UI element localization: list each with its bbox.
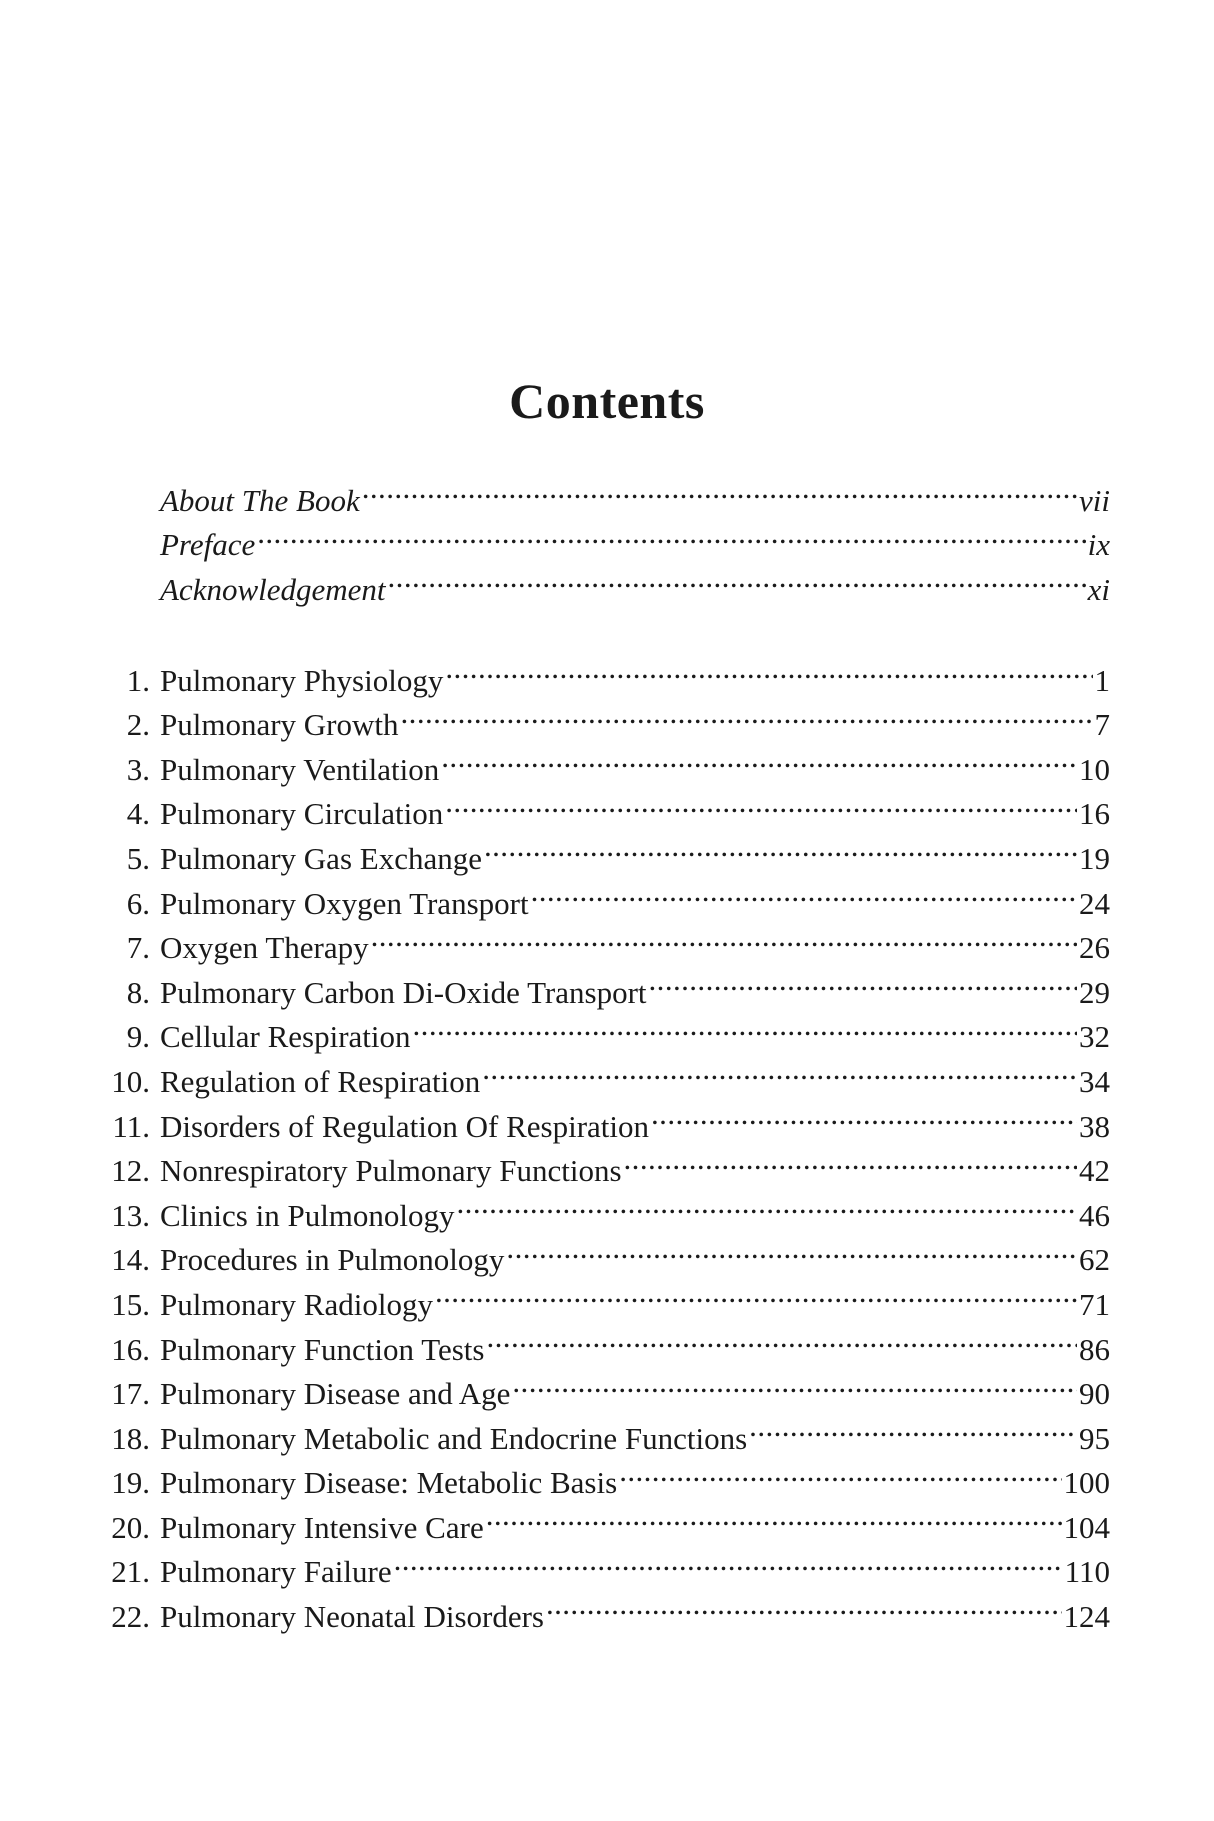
entry-number: 20. — [111, 1509, 150, 1545]
entry-page-number: 19 — [1079, 840, 1110, 876]
entry-number: 6. — [126, 885, 150, 921]
entry-title: Pulmonary Carbon Di-Oxide Transport — [160, 974, 647, 1010]
entry-number: 9. — [126, 1019, 150, 1055]
dot-leader — [441, 735, 1077, 780]
dot-leader — [649, 958, 1077, 1003]
dot-leader — [435, 1270, 1077, 1315]
dot-leader — [482, 1047, 1077, 1092]
entry-page-number: 34 — [1079, 1063, 1110, 1099]
dot-leader — [388, 555, 1086, 600]
entry-number: 5. — [126, 840, 150, 876]
dot-leader — [394, 1538, 1063, 1583]
entry-page-number: vii — [1079, 482, 1110, 518]
entry-page-number: 46 — [1079, 1197, 1110, 1233]
entry-title: Pulmonary Failure — [160, 1554, 392, 1590]
entry-page-number: 38 — [1079, 1108, 1110, 1144]
entry-title: Pulmonary Growth — [160, 707, 399, 743]
entry-page-number: 42 — [1079, 1153, 1110, 1189]
entry-title: Pulmonary Physiology — [160, 662, 444, 698]
toc-chapter-entry — [90, 646, 1110, 698]
entry-title: Pulmonary Intensive Care — [160, 1509, 484, 1545]
entry-page-number: 32 — [1079, 1019, 1110, 1055]
dot-leader — [512, 1360, 1077, 1405]
dot-leader — [651, 1092, 1077, 1137]
front-matter-list — [90, 466, 1110, 607]
entry-title: Pulmonary Metabolic and Endocrine Functions — [160, 1420, 748, 1456]
entry-page-number: 10 — [1079, 751, 1110, 787]
entry-number: 7. — [126, 930, 150, 966]
entry-page-number: 29 — [1079, 974, 1110, 1010]
entry-number: 8. — [126, 974, 150, 1010]
entry-page-number: 24 — [1079, 885, 1110, 921]
dot-leader — [531, 869, 1077, 914]
entry-page-number: 16 — [1079, 796, 1110, 832]
entry-page-number: 90 — [1079, 1376, 1110, 1412]
entry-title: Disorders of Regulation Of Respiration — [160, 1108, 650, 1144]
entry-number: 21. — [111, 1554, 150, 1590]
entry-number: 4. — [126, 796, 150, 832]
entry-page-number: 95 — [1079, 1420, 1110, 1456]
entry-page-number: 71 — [1079, 1286, 1110, 1322]
entry-page-number: ix — [1087, 527, 1110, 563]
dot-leader — [484, 824, 1077, 869]
entry-page-number: 86 — [1079, 1331, 1110, 1367]
dot-leader — [546, 1582, 1062, 1627]
entry-title: Pulmonary Gas Exchange — [160, 840, 482, 876]
dot-leader — [487, 1315, 1078, 1360]
entry-title: Pulmonary Function Tests — [160, 1331, 485, 1367]
dot-leader — [624, 1137, 1077, 1182]
entry-number: 12. — [111, 1153, 150, 1189]
entry-number: 3. — [126, 751, 150, 787]
entry-number: 2. — [126, 707, 150, 743]
entry-title: Nonrespiratory Pulmonary Functions — [160, 1153, 622, 1189]
entry-number: 22. — [111, 1599, 150, 1635]
entry-number: 11. — [112, 1108, 150, 1144]
entry-page-number: 104 — [1063, 1509, 1110, 1545]
entry-page-number: 110 — [1064, 1554, 1110, 1590]
dot-leader — [257, 511, 1085, 556]
entry-number: 17. — [111, 1376, 150, 1412]
entry-page-number: xi — [1087, 571, 1110, 607]
dot-leader — [749, 1404, 1077, 1449]
entry-title: Pulmonary Circulation — [160, 796, 444, 832]
entry-title: Oxygen Therapy — [160, 930, 369, 966]
entry-page-number: 7 — [1094, 707, 1110, 743]
entry-number: 19. — [111, 1465, 150, 1501]
entry-title: Pulmonary Radiology — [160, 1286, 433, 1322]
entry-title: Cellular Respiration — [160, 1019, 411, 1055]
dot-leader — [401, 691, 1093, 736]
entry-title: Regulation of Respiration — [160, 1063, 481, 1099]
entry-title: Pulmonary Disease and Age — [160, 1376, 511, 1412]
entry-title: Clinics in Pulmonology — [160, 1197, 455, 1233]
dot-leader — [445, 646, 1092, 691]
dot-leader — [457, 1181, 1077, 1226]
entry-number: 10. — [111, 1063, 150, 1099]
entry-title: About The Book — [160, 482, 360, 518]
dot-leader — [413, 1003, 1077, 1048]
entry-number: 14. — [111, 1242, 150, 1278]
entry-title: Pulmonary Neonatal Disorders — [160, 1599, 544, 1635]
dot-leader — [362, 466, 1077, 511]
dot-leader — [619, 1449, 1061, 1494]
dot-leader — [486, 1493, 1062, 1538]
page-title: Contents — [509, 373, 705, 429]
entry-title: Pulmonary Oxygen Transport — [160, 885, 529, 921]
entry-page-number: 26 — [1079, 930, 1110, 966]
entry-number: 1. — [126, 662, 150, 698]
entry-title: Pulmonary Ventilation — [160, 751, 440, 787]
entry-number: 13. — [111, 1197, 150, 1233]
entry-page-number: 1 — [1094, 662, 1110, 698]
entry-page-number: 62 — [1079, 1242, 1110, 1278]
entry-number: 15. — [111, 1286, 150, 1322]
chapter-list — [90, 646, 1110, 1635]
entry-page-number: 124 — [1063, 1599, 1110, 1635]
entry-title: Pulmonary Disease: Metabolic Basis — [160, 1465, 618, 1501]
entry-number: 16. — [111, 1331, 150, 1367]
dot-leader — [445, 780, 1077, 825]
entry-title: Preface — [160, 527, 256, 563]
entry-page-number: 100 — [1063, 1465, 1110, 1501]
dot-leader — [506, 1226, 1077, 1271]
toc-front-entry — [90, 466, 1110, 518]
entry-number: 18. — [111, 1420, 150, 1456]
entry-title: Acknowledgement — [160, 571, 386, 607]
dot-leader — [371, 914, 1077, 959]
entry-title: Procedures in Pulmonology — [160, 1242, 505, 1278]
